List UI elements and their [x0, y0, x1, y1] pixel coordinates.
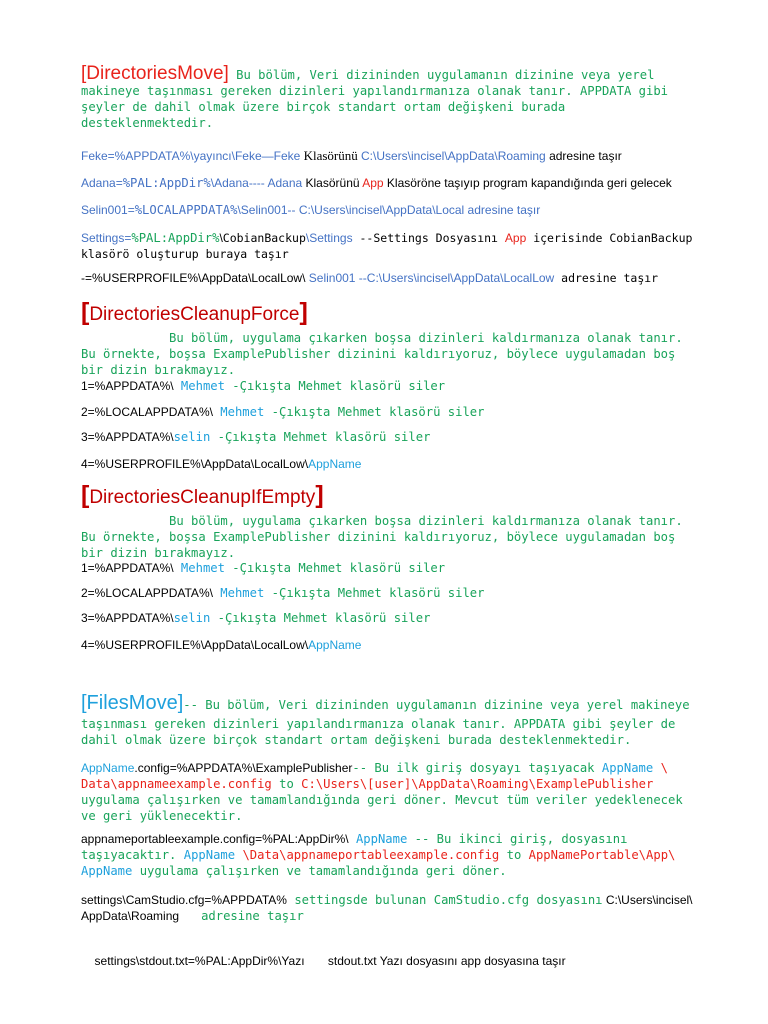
section-description: Bu örnekte, boşsa ExamplePublisher dizinini kaldırıyoruz, böylece uygulamadan boş: [81, 530, 676, 544]
entry-block: appnameportableexample.config=%PAL:AppDir%\ AppName -- Bu ikinci giriş, dosyasını taşıyacaktır. AppName \Data\appnameportableexample.config to AppNamePortable\App\ AppName uygulama çalışırken ve tamamlandığında geri döner.: [81, 832, 676, 878]
entry-line: 4=%USERPROFILE%\AppData\LocalLow\AppName: [81, 457, 362, 471]
section-title: DirectoriesCleanupIfEmpty: [89, 487, 316, 508]
section-files-move: [81, 692, 741, 748]
section-description: Bu bölüm, uygulama çıkarken boşsa dizinleri kaldırmanıza olanak tanır.: [81, 331, 683, 345]
entry-line: 3=%APPDATA%\selin -Çıkışta Mehmet klasörü siler: [81, 430, 431, 444]
section-directories-move: [81, 63, 731, 131]
section-description: -- Bu bölüm, Veri dizininden uygulamanın dizinine veya yerel makineye: [183, 698, 690, 712]
section-description: taşınması gereken dizinleri yapılandırmanıza olanak tanır. APPDATA gibi şeyler de: [81, 717, 676, 731]
section-title: DirectoriesCleanupForce: [89, 304, 300, 325]
section-directories-cleanup-force: [DirectoriesCleanupForce] Bu bölüm, uygulama çıkarken boşsa dizinleri kaldırmanıza olanak tanır. Bu örnekte, boşsa ExamplePublisher dizinini kaldırıyoruz, böylece uygulamadan boş bir dizin bırakmayız.: [81, 298, 731, 378]
entry-line: Adana=%PAL:AppDir%\Adana---- Adana Klasörünü App Klasöröne taşıyıp program kapandığında geri gelecek: [81, 176, 672, 190]
section-description: desteklenmektedir.: [81, 116, 214, 130]
entry-line: 4=%USERPROFILE%\AppData\LocalLow\AppName: [81, 638, 362, 652]
section-description: dahil olmak üzere birçok standart ortam değişkeni burada desteklenmektedir.: [81, 733, 632, 747]
section-description: Bu örnekte, boşsa ExamplePublisher dizinini kaldırıyoruz, böylece uygulamadan boş: [81, 347, 676, 361]
section-directories-cleanup-if-empty: [DirectoriesCleanupIfEmpty] Bu bölüm, uygulama çıkarken boşsa dizinleri kaldırmanıza olanak tanır. Bu örnekte, boşsa ExamplePublisher dizinini kaldırıyoruz, böylece uygulamadan boş bir dizin bırakmayız.: [81, 481, 731, 561]
entry-line: Feke=%APPDATA%\yayıncı\Feke—Feke Klasörünü C:\Users\incisel\AppData\Roaming adresine taşır: [81, 148, 622, 163]
entry-block: settings\CamStudio.cfg=%APPDATA% settingsde bulunan CamStudio.cfg dosyasını C:\Users\incisel\ AppData\Roaming adresine taşır: [81, 893, 693, 923]
entry-line: 1=%APPDATA%\ Mehmet -Çıkışta Mehmet klasörü siler: [81, 561, 446, 575]
entry-line: 3=%APPDATA%\selin -Çıkışta Mehmet klasörü siler: [81, 611, 431, 625]
section-title: [FilesMove]: [81, 692, 184, 714]
entry-block: AppName.config=%APPDATA%\ExamplePublisher-- Bu ilk giriş dosyayı taşıyacak AppName \ Data\appnameexample.config to C:\Users\[user]\AppData\Roaming\ExamplePublisher uygulama çalışırken ve tamamlandığında geri döner. Mevcut tüm veriler yedeklenecek ve geri yüklenecektir.: [81, 761, 683, 823]
entry-line: Selin001=%LOCALAPPDATA%\Selin001-- C:\Users\incisel\AppData\Local adresine taşır: [81, 203, 541, 217]
section-description: makineye taşınması gereken dizinleri yapılandırmanıza olanak tanır. APPDATA gibi: [81, 84, 668, 98]
section-title: [DirectoriesMove]: [81, 63, 229, 84]
entry-line: settings\stdout.txt=%PAL:AppDir%\Yazı stdout.txt Yazı dosyasını app dosyasına taşır: [94, 954, 566, 968]
section-description: Bu bölüm, uygulama çıkarken boşsa dizinleri kaldırmanıza olanak tanır.: [81, 514, 683, 528]
entry-line: 2=%LOCALAPPDATA%\ Mehmet -Çıkışta Mehmet klasörü siler: [81, 405, 485, 419]
entry-block: Settings=%PAL:AppDir%\CobianBackup\Settings --Settings Dosyasını App içerisinde CobianBackup klasörö oluşturup buraya taşır: [81, 231, 693, 261]
section-description: bir dizin bırakmayız.: [81, 363, 236, 377]
entry-line: 1=%APPDATA%\ Mehmet -Çıkışta Mehmet klasörü siler: [81, 379, 446, 393]
entry-line: -=%USERPROFILE%\AppData\LocalLow\ Selin001 --C:\Users\incisel\AppData\LocalLow adresine taşır: [81, 271, 659, 285]
section-description: bir dizin bırakmayız.: [81, 546, 236, 560]
section-description: Bu bölüm, Veri dizininden uygulamanın dizinine veya yerel: [228, 68, 655, 82]
entry-line: 2=%LOCALAPPDATA%\ Mehmet -Çıkışta Mehmet klasörü siler: [81, 586, 485, 600]
section-description: şeyler de dahil olmak üzere birçok standart ortam değişkeni burada: [81, 100, 566, 114]
